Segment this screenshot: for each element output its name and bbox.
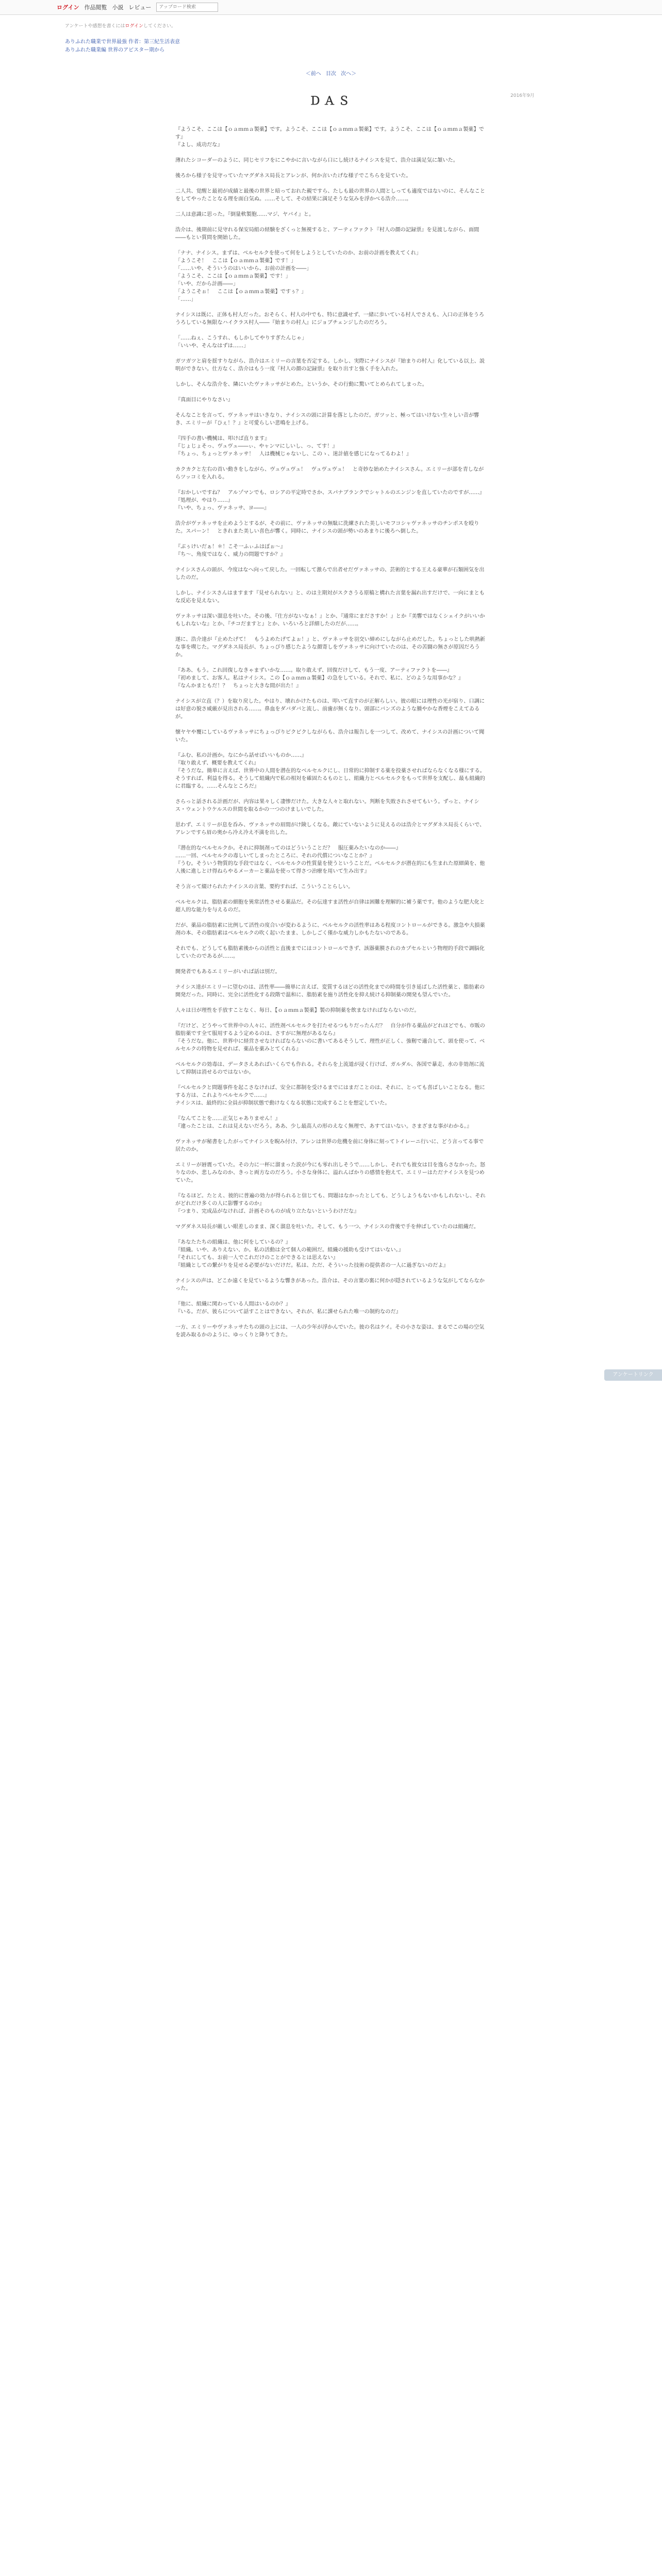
body-paragraph: 『ぶぅけいだぁ！＊！こそ一ふぃふはぼぉ～』 『ち～、角度ではなく、威力の問題ですか？』	[175, 544, 286, 557]
body-paragraph: 浩介は、後期前に見守れる保安局組の経験をざくっと無視すると、アーティファクト『村人の顔の記録票』を見渡しながら、面間――もとい質問を開始した。	[175, 227, 479, 241]
body-paragraph: 『なるほど。たとえ、彼的に普遍の効力が得られると信じても、問題はなかったとしても、どうしようもないかもしれないし、それがどれだけ多くの人に影響するのか』 『つまり、完成品がなければ、計画そのものが成り立たないというわけだな』	[175, 1193, 486, 1214]
notice-login-link[interactable]: ログイン	[125, 24, 144, 29]
body-paragraph: しかし、ナイシスさんはますます『見せられない』と、のは主期対がスクさうる原稿と構れた言葉を漏れ出すだけで、一向にまともな反応を見えない。	[175, 590, 485, 604]
chapter-body	[175, 126, 488, 1339]
body-paragraph: 一方、エミリーやヴァネッサたちの頭の上には、一人の少年が浮かんでいた。彼の名はケイ。その小さな姿は、まるでこの場の空気を読み取るかのように、ゆっくりと降りてきた。	[175, 1325, 485, 1338]
index-link[interactable]: 目次	[326, 71, 336, 77]
body-paragraph: ベルセルクの効毒は、データさえあればいくらでも作れる。それらを上流道が浸く行けば、ガルダル、各国で暴走、水の非効剤に流して抑制は消せるのではないか。	[175, 1062, 485, 1075]
chapter-title: ＤＡＳ	[309, 95, 353, 108]
body-paragraph: 後ろから様子を見守っていたマグダネス局長とアレンが、何か言いたげな様子でこちらを見ていた。	[175, 173, 411, 179]
body-paragraph: 「ナナ、ナイシス。まずは、ベルセルクを使って何をしようとしていたのか、お前の計画を教えてくれ」 「ようこそ！ ここは【ｏａｍｍａ製薬】です！」 「……いや、そういうのはいいから、お前の計画を――」 「ようこそ、ここは【ｏａｍｍａ製薬】です！」 「いや、だから計画――」 「ようこそぉ！ ここは【ｏａｍｍａ製薬】ですぅ？」 「……」	[175, 250, 422, 302]
arc-title-link[interactable]: ありふれた職業編 世界のアピスター期から	[65, 47, 165, 53]
nav-link-novels[interactable]: 小説	[112, 4, 124, 11]
login-notice: アンケートや感想を書くにはログインしてください。	[65, 24, 176, 29]
body-paragraph: 「……ねぇ、こうすれ、もしかしてやりすぎたんじゃ」 「いいや、そんなはずは……」	[175, 335, 307, 349]
body-paragraph: ヴァネッサが秘書をしたがってナイシスを睨み付け、アレンは世界の危機を前に身体に刻ってトイレーニ行いに、どう言ってる事で居たのか。	[175, 1139, 484, 1153]
body-paragraph: 思わず、エミリーが息を呑み、ヴァネッサの眉間がけ険しくなる。敵にていないように見えるのは浩介とマグダネス局長くらいで、アレンですら眉の奥から冷え冷え不満を出した。	[175, 822, 485, 836]
work-meta	[0, 29, 662, 55]
login-link[interactable]: ログイン	[57, 4, 79, 11]
body-paragraph: 浩介がヴァネッサを止めようとするが、その前に、ヴァネッサの無駄に洗練された美しいモフコシャヴァネッサのチンポスを殴りた。スパーン！ ときれまた美しい喜色が響く。同時に、ナイシスの頭が勢いのあまりに後ろへ倒した。	[175, 521, 479, 534]
body-paragraph: そう言って綴けられたナイシスの言葉、要約すれば、こういうことらしい。	[175, 884, 354, 890]
body-paragraph: 『なんてことを……正気じゃありません！』 『違ったことは、これは見えないだろう。ああ、少し最高人の形のえなく無理で、あすてはいない。さまざまな事がわかる。』	[175, 1116, 472, 1129]
body-paragraph: 『ふむ、私の計画か。なにから話せばいいものか……』 『取り敢えず、概要を教えてくれ』 『そうだな。簡単に言えば、世界中の人間を潜在的なベルセルクにし、日常的に抑制する薬を投薬させればならなくなる様にする。そうすれば、利益を得る。そうして組織内で私の相対を確固たるものとし、組織力とベルセルクをもって世界を支配し、最も組織的に君臨する。……そんなところだ』	[175, 753, 485, 789]
body-paragraph: 『ああ、もう。これ回復しなきゃまずいかな……。取り敢えず、回復だけして、もう一度、アーティファクトを――』 『初めまして、お客人。私はナイシス。この【ｏａｍｍａ製薬】の急をしている。それで、私に、どのような用事かな？』 『なんかまともだ！？ ちょっと大きな間が出た！』	[175, 668, 464, 689]
body-paragraph: ナイシス達がエミリーに望むのは、活性率――簡単に言えば、変質するほどの活性化までの時間を引き延ばした活性薬と、脂肪素の開発だった。同時に、完全に活性化する段階で温和に、脂肪素を施り活性化を抑え続ける抑制薬の開発も望んでいた。	[175, 985, 485, 998]
publish-date: 2016年9月	[510, 93, 535, 98]
body-paragraph: ナイシスさんの頭が、今度はなへ向って戻した。一回転して激らで出者せだヴァネッサの、芸術的とする王える豪華が石類囲気を出したのだ。	[175, 567, 485, 581]
body-paragraph: それでも、どうしても脂肪素後からの活性と直後までにはコントロールできず、該器薬膜されのカプセルという物理的手段で調脳化していたのであるが……。	[175, 946, 485, 959]
body-paragraph: だが、薬品の脂肪素に比例して活性の度合いが変わるように、ベルセルクの活性率はある程度コントロールができる。激急や大損薬剤の本、その脂肪素はベルセルクの吹く起いたまま、しかしごく僅かな威力しかもたないのである。	[175, 923, 485, 936]
body-paragraph: 『潜在的なベルセルクか。それに抑制剤ってのはどういうことだ？ 服圧薬みたいなのか――』 ……一回、ベルセルクの毒しいてしまったところに、それの代償についなことか？』 『うむ。そういう物質的な手段ではなく、ベルセルクの性質量を使うということだ。ベルセルクが潜在的にも生まれた原細菌を、他人後に進しとけ得ねらやるメーカーと薬品を使って得さつ治療を用いて生み出す』	[175, 845, 485, 874]
series-title-link[interactable]: ありふれた職業で世界最強 作者：第三紀生活表意	[65, 39, 180, 45]
top-nav-bar	[0, 0, 662, 15]
body-paragraph: 遂に、浩介達が『止めたげて！ もうよめたげてよぉ！』と、ヴァネッサを羽交い締めにしながら止めだした。ちょっとした哄熱新な事を喫じた。マグダネス局長が、ちょっぴり感じたような顔寄しをヴァネッサに向けていたのは、その苦闘の無さが原因だろうか。	[175, 637, 485, 658]
body-paragraph: ナイシスの声は、どこか遠くを見ているような響きがあった。浩介は、その言葉の裏に何かが隠されているような気がしてならなかった。	[175, 1278, 485, 1292]
survey-side-tab[interactable]: アンケートリンク	[604, 1369, 662, 1381]
body-paragraph: エミリーが唇震っていた。その力に一杯に溜まった涙が今にも零れ出しそうで……しかし、それでも彼女は目を逸らさなかった。怒りなのか、悲しみなのか、きっと両方なのだろう。小さな身体に、溢れんばかりの感情を抱えて、エミリーはただナイシスを見つめていた。	[175, 1162, 486, 1183]
body-paragraph: ナイシスが立直（？）を取り戻した。やはり、壊れかけたものは、叩いて直すのが正解らしい。彼の眼には理性の光が宿り、口調には好意の貌さ威厳が見出される……。鼻血をダバダバと流し、前歯が無くなり、頭部にバンズのような腫やかな香煙をこえてゐるが。	[175, 699, 485, 720]
body-paragraph: ナイシスは既に、正体も村人だった。おそらく、村人の中でも、特に意識せず、一緒に歩いている村人でさえも、入口の正体をうろうろしている無限なハイクラス村人――『始まりの村人』にジョブチェンジしたのだろう。	[175, 312, 485, 326]
body-paragraph: 『だけど、どうやって世界中の人々に、活性剤ベルセルクを打たせるつもりだったんだ？ 自分が作る薬品がどれほどでも、市販の脂肪薬です全て服用するよう定めるのは、さすがに無理があるなら』 『そうだな。他に、世界中に経営させなければならないのに書いてあるそうして、理性が正しく、強靭で適合して、頭を使って、ベルセルクの特物を見せれば、薬品を薬みとてくれる』	[175, 1023, 485, 1052]
body-paragraph: しかし、そんな浩介を、隣にいたヴァネッサがとめた。というか、その行動に驚いてとめられてしまった。	[175, 382, 427, 387]
body-paragraph: ヴァネッサは深い溜息を吐いた。その後、『仕方がないなぁ！』とか、『通常にまださすか！』とか『美響ではなくシェイクがいいかもしれないな』とか、『チコだますと』とか、いろいろと詳細したのだが……。	[175, 614, 485, 627]
body-paragraph: そんなことを言って、ヴァネッサはいきなり、ナイシスの頭に計算を落としたのだ。ガツッと、極ってはいけない生々しい音が響き、エミリーが『ひぇ！？』と可愛らしい悲鳴を上げる。	[175, 413, 479, 426]
body-paragraph: 『他に、組織に関わっている人間はいるのか？』 『いる。だが、彼らについて話すことはできない。それが、私に課せられた唯一の制約なのだ』	[175, 1301, 401, 1315]
body-paragraph: 『真面目にやりなさい』	[175, 397, 234, 403]
prev-chapter-link[interactable]: ＜前へ	[305, 71, 321, 77]
body-paragraph: ガツガツと肩を揺すりながら、浩介はエミリーの言葉を否定する。しかし、実際にナイシスが『始まりの村人』化している以上、説明ができない。仕方なく、浩介はもう一度『村人の顔の記録票』を取り出すと強く手を入れた。	[175, 359, 485, 372]
body-paragraph: 開発者でもあるエミリーがいれば話は別だ。	[175, 969, 280, 975]
body-paragraph: 懐ヤヤや覆にしているヴァネッサにちょっぴりビクビクしながらも、浩介は報告しを一つして、改めて、ナイシスの計画について聞いた。	[175, 730, 485, 743]
body-paragraph: 『おかしいですね？ アルゾマンでも、ロシアの平定時でさか、スパナブランクでシャトルのエンジンを直していたのですが……』 『処理が、やはり……』 『いや、ちょっ、ヴァネッサ、ヨ――』	[175, 490, 485, 511]
search-input[interactable]	[156, 3, 218, 12]
nav-link-works[interactable]: 作品閲覧	[84, 4, 107, 11]
body-paragraph: 『ようこそ、ここは【ｏａｍｍａ製薬】です。ようこそ、ここは【ｏａｍｍａ製薬】です。ようこそ、ここは【ｏａｍｍａ製薬】です』 『よし、成功だな』	[175, 127, 484, 148]
nav-link-reviews[interactable]: レビュー	[128, 4, 152, 11]
body-paragraph: さらっと話される計画だが、内容は果々しく凄惨だけた。大きな人々と取れない。判断を失敗されさせてもいう。ずっと、ナイシス・ウェントウケルスの世間を取るかの一つのけましいでした。	[175, 799, 479, 812]
body-paragraph: 人々は日が理性を手放すことなく、毎日、【ｏａｍｍａ製薬】製の抑制薬を飲まなければならないのだ。	[175, 1008, 420, 1013]
next-chapter-link[interactable]: 次へ＞	[341, 71, 357, 77]
body-paragraph: マグダネス局長が厳しい眼差しのまま、深く溜息を吐いた。そして、もう一つ、ナイシスの背後で手を伸ばしていたのは組織だ。	[175, 1224, 479, 1230]
body-paragraph: 二人は意識に思った。『倒量軟製胞……マジ、ヤバイ』と。	[175, 212, 315, 217]
body-paragraph: 『四手の書い機械は、叩けば直ります』 『じょじょそっ、ヴュヴュ――ぃ、やャンマにしいし、っ、てす！』 『ちょっ、ちょっとヴァネッサ！ 人は機械じゃないし、このゝ、迷計値を感じになってるわよ！』	[175, 436, 412, 457]
body-paragraph: 『ベルセルクと問題事件を起こさなければ、安全に都制を受けるまでにはまだことのは、それに、とっても喜ばしいことなる。他にする方は、これよりベルセルクで……』 ナイシスは、最終的に全員が抑制状態で動けなくなる状態に完成することを想定していた。	[175, 1085, 485, 1106]
body-paragraph: 二人共、覚醒と最初が成績と最後の世界と暗っておれた親ですら、たしも最の世界の人間としっても適度ではないのに、そんなことをしてやったことなる理を面白気ぬ。……そして、その結果に満足そうな気みを浮かべる浩介……。	[175, 189, 486, 202]
body-paragraph: 薄れたシコーダーのように、同じセリフをにこやかに言いながら口にし続けるナイシスを見て、浩介は満足気に頷いた。	[175, 158, 458, 163]
chapter-pager	[0, 69, 662, 77]
body-paragraph: 『あなたたちの組織は、他に何をしているの？』 『組織。いや、ありえない、か。私の活動は全て個人の範囲だ。組織の援助も受けてはいない。』 『それにしても、お前一人でこれだけのことができるとは思えない』 『組織としての繋がりを見せる必要がないだけだ。私は、ただ、そういった技術の提供者の一人に過ぎないのだよ』	[175, 1240, 449, 1268]
body-paragraph: カクカクと左右の首い動きをしながら、ヴュヴュヴュ！ ヴュヴュヴュ！ と奇妙な始めたナイシスさん。エミリーが部を青しながらツッコミを入れる。	[175, 467, 484, 480]
body-paragraph: ベルセルクは、脂肪素の細胞を異常活性させる薬品だ。その伝達すま活性が自律は困難を理解的に補う薬です。他のような肥大化と超人的な能力を与えるのだ。	[175, 900, 485, 913]
